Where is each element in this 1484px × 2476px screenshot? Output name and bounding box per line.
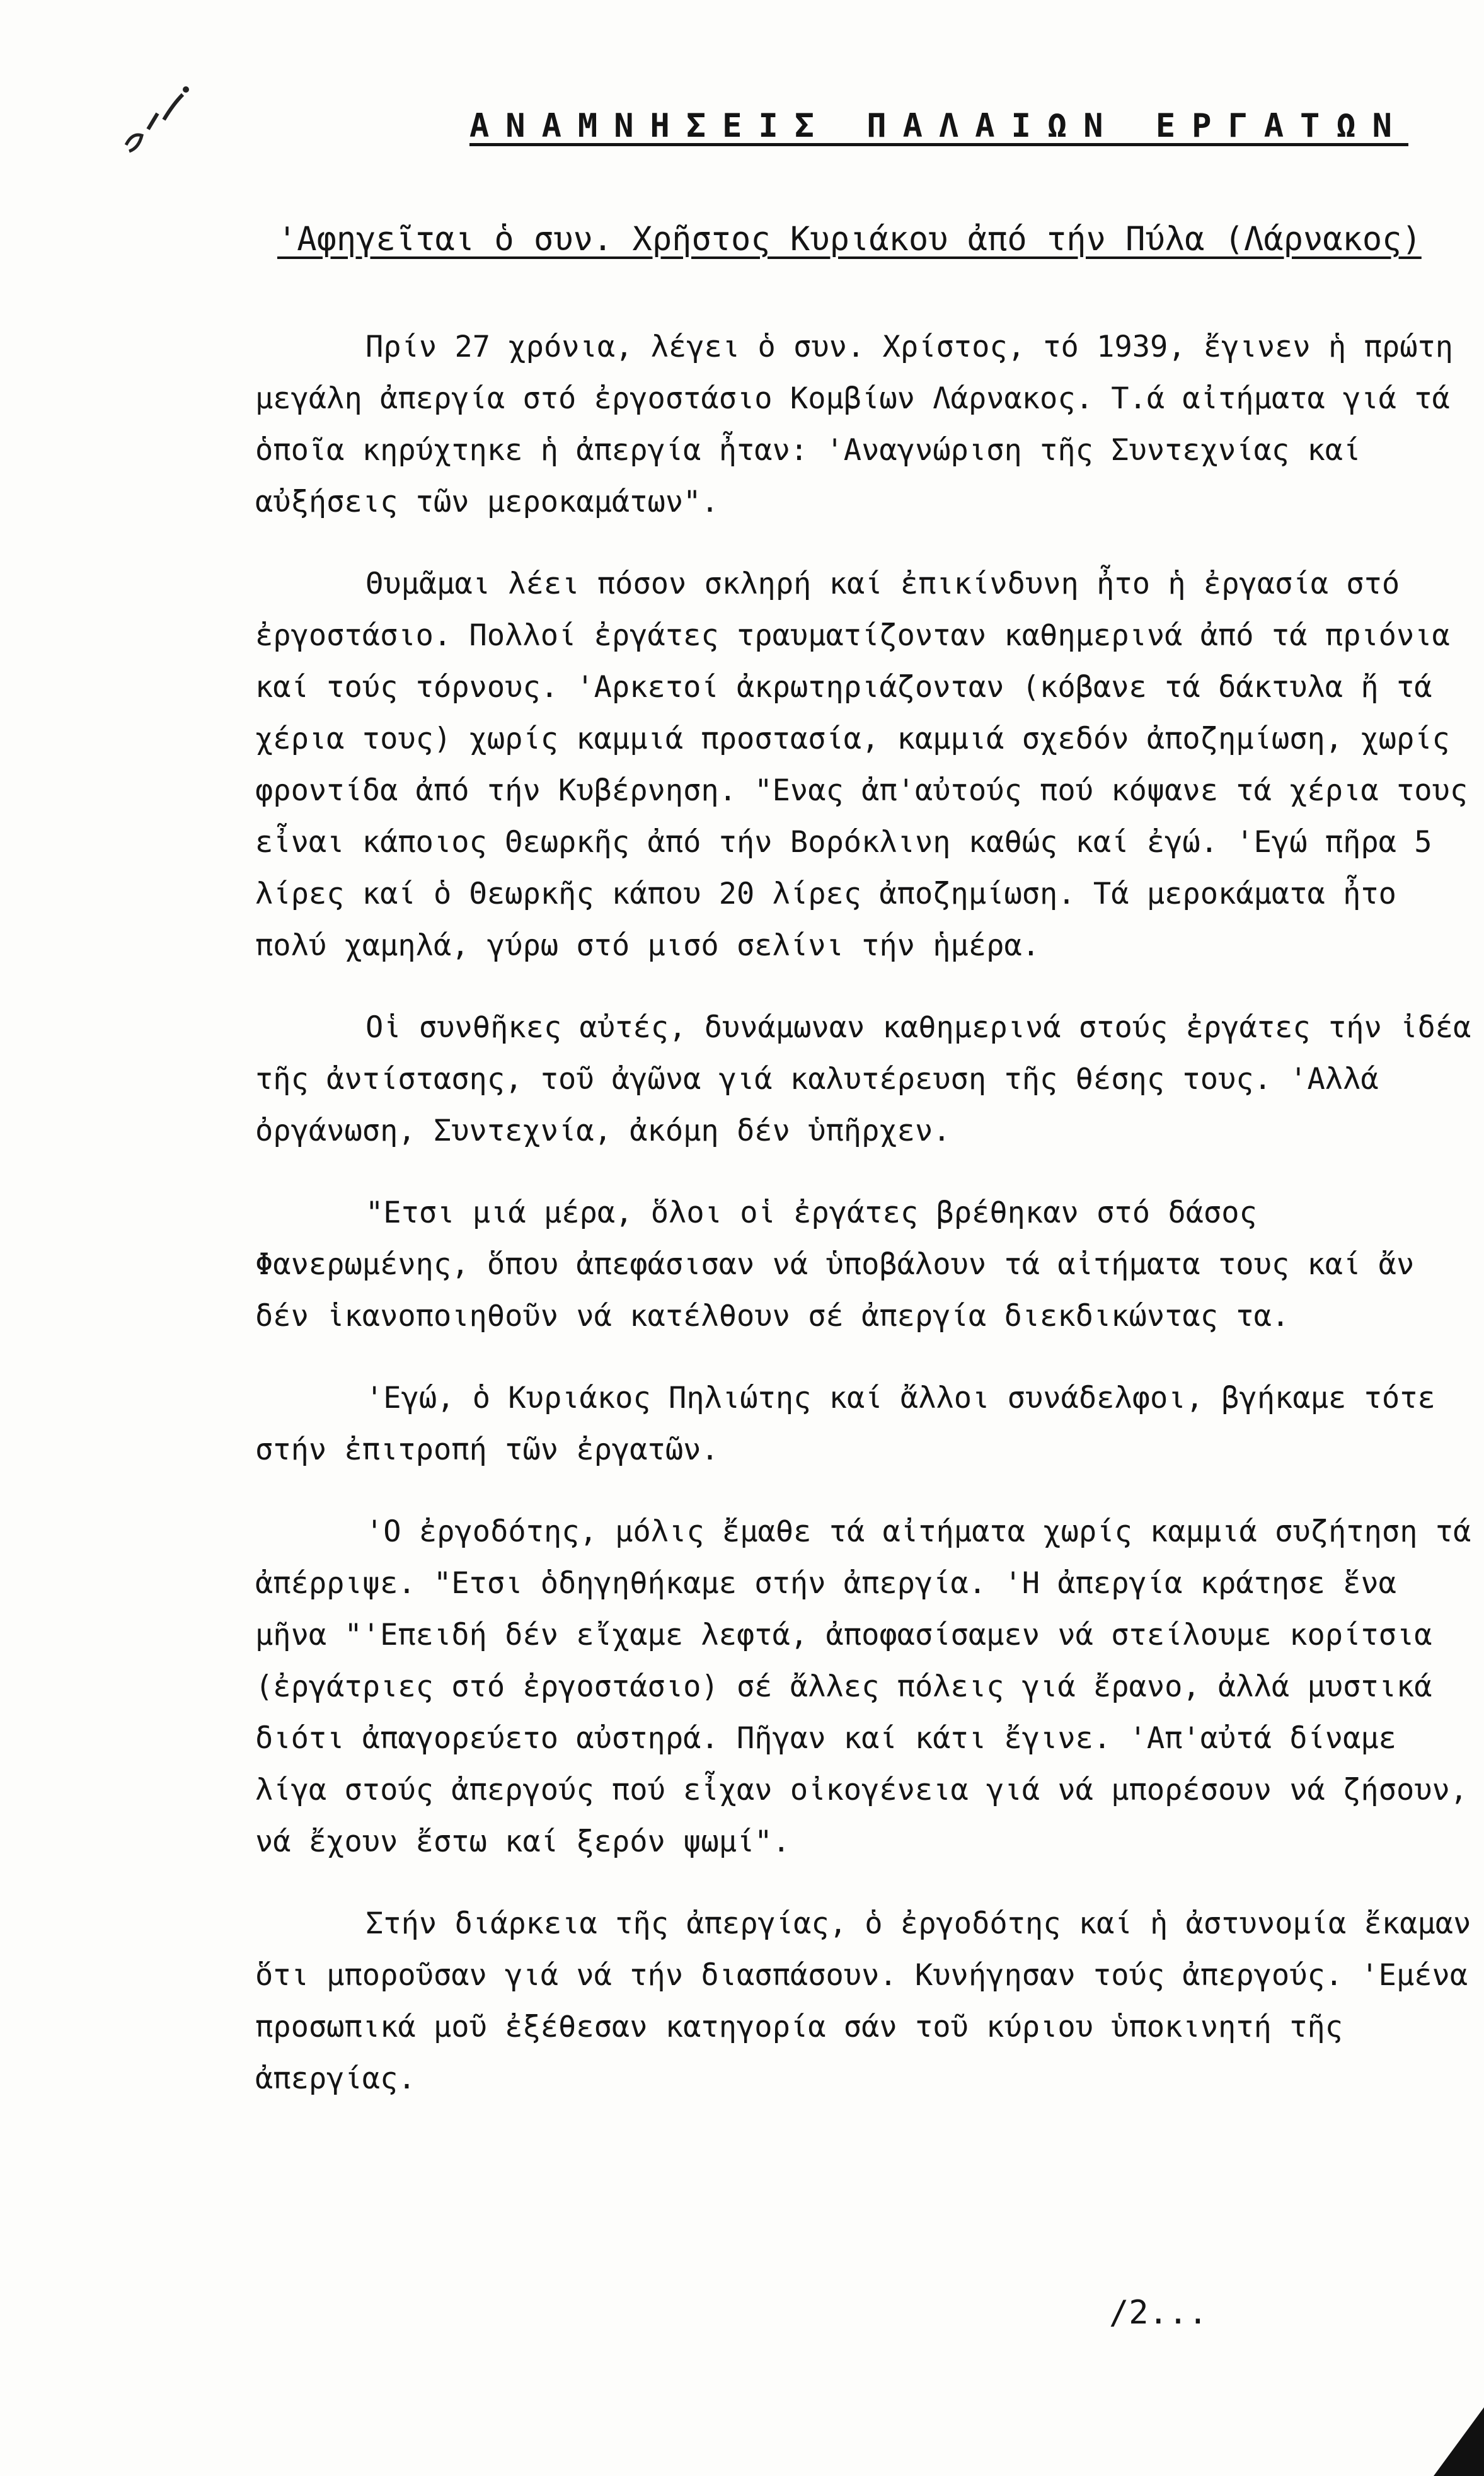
paragraph: 'Ο ἐργοδότης, μόλις ἔμαθε τά αἰτήματα χωρίς καμμιά συζήτηση τά ἀπέρριψε. "Ετσι ὁδηγηθήκαμε στήν ἀπεργία. 'Η ἀπεργία κράτησε ἕνα μῆνα "'Επειδή δέν εἴχαμε λεφτά, ἀποφασίσαμεν νά στείλουμε κορίτσια (ἐργάτριες στό ἐργοστάσιο) σέ ἄλλες πόλεις γιά ἔρανο, ἀλλά μυστικά διότι ἀπαγορεύετο αὐστηρά. Πῆγαν καί κάτι ἔγινε. 'Απ'αὐτά δίναμε λίγα στούς ἀπεργούς πού εἶχαν οἰκογένεια γιά νά μπορέσουν νά ζήσουν, νά ἔχουν ἔστω καί ξερόν ψωμί". bbox=[255, 1514, 1471, 1859]
document-title: ΑΝΑΜΝΗΣΕΙΣ ΠΑΛΑΙΩΝ ΕΡΓΑΤΩΝ bbox=[469, 107, 1408, 145]
handwritten-mark-icon bbox=[113, 76, 208, 170]
paragraph: 'Εγώ, ὁ Κυριάκος Πηλιώτης καί ἄλλοι συνάδελφοι, βγήκαμε τότε στήν ἐπιτροπή τῶν ἐργατῶν. bbox=[255, 1381, 1435, 1467]
paragraph: "Ετσι μιά μέρα, ὅλοι οἱ ἐργάτες βρέθηκαν στό δάσος Φανερωμένης, ὅπου ἀπεφάσισαν νά ὑποβάλουν τά αἰτήματα τους καί ἄν δέν ἱκανοποιηθοῦν νά κατέλθουν σέ ἀπεργία διεκδικώντας τα. bbox=[255, 1195, 1415, 1333]
page-number: /2... bbox=[1109, 2294, 1208, 2332]
paragraph: Πρίν 27 χρόνια, λέγει ὁ συν. Χρίστος, τό 1939, ἔγινεν ἡ πρώτη μεγάλη ἀπεργία στό ἐργοστάσιο Κομβίων Λάρνακος. Τ.ά αἰτήματα γιά τά ὁποῖα κηρύχτηκε ἡ ἀπεργία ἦταν: 'Αναγνώριση τῆς Συντεχνίας καί αὐξήσεις τῶν μεροκαμάτων". bbox=[255, 330, 1454, 519]
paragraph: Στήν διάρκεια τῆς ἀπεργίας, ὁ ἐργοδότης καί ἡ ἀστυνομία ἔκαμαν ὅτι μποροῦσαν γιά νά τήν διασπάσουν. Κυνήγησαν τούς ἀπεργούς. 'Εμένα προσωπικά μοῦ ἐξέθεσαν κατηγορία σάν τοῦ κύριου ὑποκινητή τῆς ἀπεργίας. bbox=[255, 1906, 1471, 2096]
document-subtitle: 'Αφηγεῖται ὁ συν. Χρῆστος Κυριάκου ἀπό τήν Πύλα (Λάρνακος) bbox=[277, 221, 1422, 258]
page-corner-icon bbox=[1427, 2369, 1484, 2476]
document-body bbox=[255, 321, 1471, 2135]
paragraph: Θυμᾶμαι λέει πόσον σκληρή καί ἐπικίνδυνη ἦτο ἡ ἐργασία στό ἐργοστάσιο. Πολλοί ἐργάτες τραυματίζονταν καθημερινά ἀπό τά πριόνια καί τούς τόρνους. 'Αρκετοί ἀκρωτηριάζονταν (κόβανε τά δάκτυλα ἤ τά χέρια τους) χωρίς καμμιά προστασία, καμμιά σχεδόν ἀποζημίωση, χωρίς φροντίδα ἀπό τήν Κυβέρνηση. "Ενας ἀπ'αὐτούς πού κόψανε τά χέρια τους εἶναι κάποιος Θεωρκῆς ἀπό τήν Βορόκλινη καθώς καί ἐγώ. 'Εγώ πῆρα 5 λίρες καί ὁ Θεωρκῆς κάπου 20 λίρες ἀποζημίωση. Τά μεροκάματα ἦτο πολύ χαμηλά, γύρω στό μισό σελίνι τήν ἡμέρα. bbox=[255, 567, 1468, 963]
paragraph: Οἱ συνθῆκες αὐτές, δυνάμωναν καθημερινά στούς ἐργάτες τήν ἰδέα τῆς ἀντίστασης, τοῦ ἀγῶνα γιά καλυτέρευση τῆς θέσης τους. 'Αλλά ὀργάνωση, Συντεχνία, ἀκόμη δέν ὑπῆρχεν. bbox=[255, 1010, 1471, 1148]
